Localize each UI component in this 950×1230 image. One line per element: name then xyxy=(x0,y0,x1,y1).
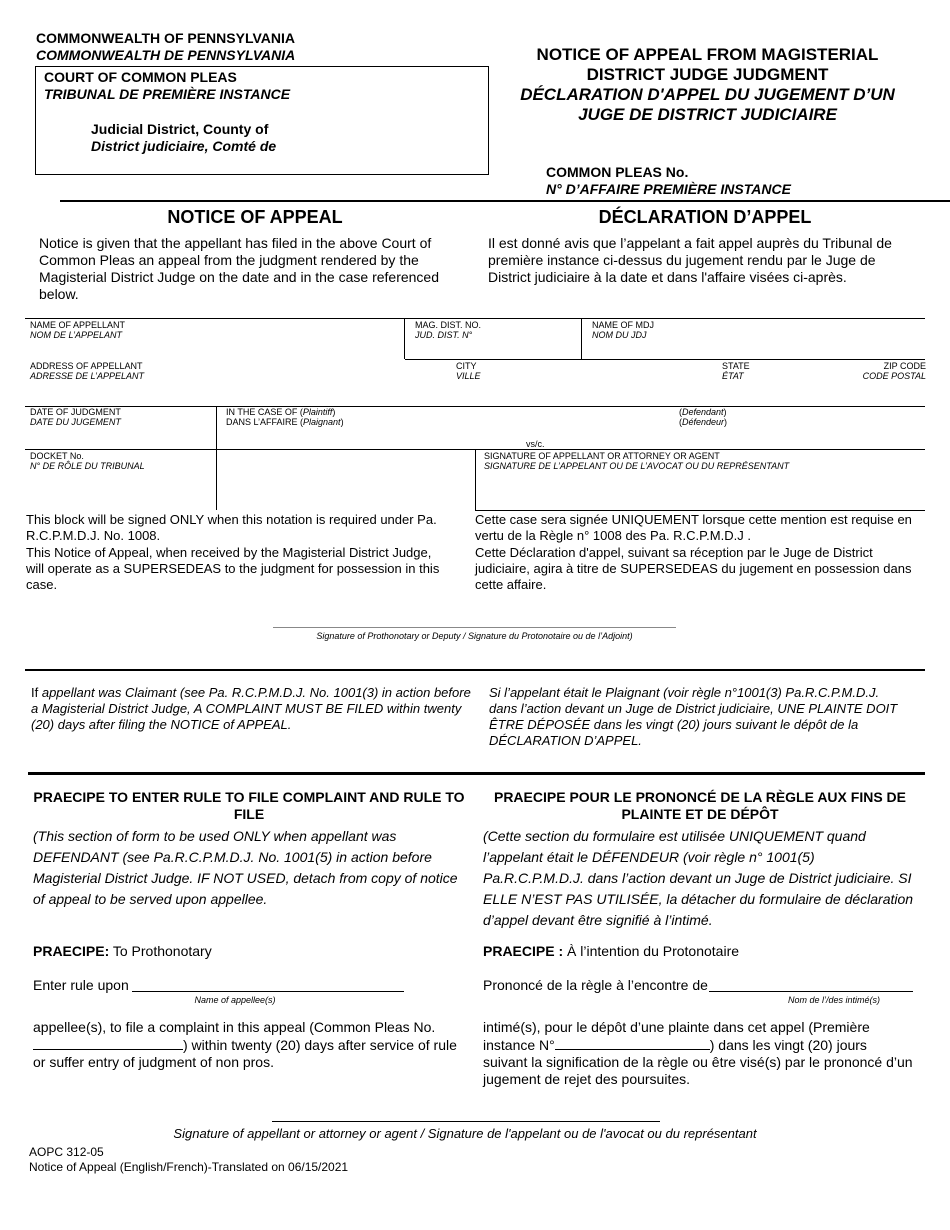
docket-label-en: DOCKET No. xyxy=(30,451,84,461)
appellee-name-caption-en: Name of appellee(s) xyxy=(194,995,276,1005)
prothonotary-signature-caption: Signature of Prothonotary or Deputy / Signature du Protonotaire ou de l’Adjoint) xyxy=(316,631,633,641)
praecipe-recipient-en: To Prothonotary xyxy=(109,943,212,959)
supersedeas-block-fr: Cette case sera signée UNIQUEMENT lorsque cette mention est requise en vertu de la Règle n° 1008 des Pa. R.C.P.M.D.J . xyxy=(475,512,912,543)
complaint-en-line-3: or suffer entry of judgment of non pros. xyxy=(33,1054,274,1070)
docket-no-field[interactable] xyxy=(30,451,210,507)
supersedeas-operate-fr: Cette Déclaration d'appel, suivant sa réception par le Juge de District judiciaire, agira à titre de SUPERSEDEAS du jugement en possession dans cette affaire. xyxy=(475,545,912,592)
praecipe-to-en xyxy=(33,943,212,960)
signature-label-fr: SIGNATURE DE L’APPELANT OU DE L’AVOCAT OU DU REPRÉSENTANT xyxy=(484,461,790,471)
judgment-date-field[interactable] xyxy=(30,407,210,447)
defendant-label-fr: Défendeur xyxy=(682,417,725,427)
appellant-name-label-fr: NOM DE L’APPELANT xyxy=(30,330,123,340)
praecipe-heading-en: PRAECIPE TO ENTER RULE TO FILE COMPLAINT AND RULE TO FILE xyxy=(33,789,465,822)
state-label-en: STATE xyxy=(722,361,750,371)
form-number: AOPC 312-05 xyxy=(29,1145,104,1159)
defendant-field[interactable] xyxy=(679,407,799,447)
paren: ) xyxy=(723,407,727,417)
mdj-name-field[interactable] xyxy=(592,320,922,356)
premiere-instance-no-input[interactable] xyxy=(555,1036,710,1050)
judgment-date-label-fr: DATE DU JUGEMENT xyxy=(30,417,121,427)
city-label-fr: VILLE xyxy=(456,371,481,381)
notice-heading-fr: DÉCLARATION D’APPEL xyxy=(598,207,812,227)
address-label-fr: ADRESSE DE L’APPELANT xyxy=(30,371,145,381)
state-field[interactable] xyxy=(722,361,782,381)
common-pleas-no-label-en: COMMON PLEAS No. xyxy=(546,164,689,180)
paren: ( xyxy=(679,417,682,427)
praecipe-note-en: (This section of form to be used ONLY when appellant was DEFENDANT (see Pa.R.C.P.M.D.J. No. 1001(5) in action before Magisterial District Judge. IF NOT USED, detach from copy of notice of appeal to be served upon appellee. xyxy=(33,828,458,907)
praecipe-to-fr xyxy=(483,943,739,960)
praecipe-heading-fr: PRAECIPE POUR LE PRONONCÉ DE LA RÈGLE AUX FINS DE PLAINTE ET DE DÉPÔT xyxy=(493,789,906,822)
appellant-signature-caption: Signature of appellant or attorney or agent / Signature de l'appelant ou de l'avocat ou du représentant xyxy=(173,1126,757,1141)
praecipe-recipient-fr: À l’intention du Protonotaire xyxy=(563,943,740,959)
complaint-text-fr xyxy=(483,1019,923,1088)
grid-line xyxy=(216,406,217,510)
claimant-note-fr: Si l’appelant était le Plaignant (voir règle n°1001(3) Pa.R.C.P.M.D.J. dans l’action devant un Juge de District judiciaire, UNE PLAINTE DOIT ÊTRE DÉPOSÉE dans les vingt (20) jours suivant le dépôt de la DÉCLARATION D’APPEL. xyxy=(489,685,898,748)
plaintiff-field[interactable] xyxy=(226,407,506,447)
grid-line xyxy=(405,359,925,360)
defendant-label-en: Defendant xyxy=(682,407,724,417)
judgment-date-label-en: DATE OF JUDGMENT xyxy=(30,407,121,417)
title-en-line-1: NOTICE OF APPEAL FROM MAGISTERIAL xyxy=(536,45,879,64)
mag-dist-no-field[interactable] xyxy=(415,320,575,356)
mdj-name-label-en: NAME OF MDJ xyxy=(592,320,654,330)
notice-text-fr: Il est donné avis que l’appelant a fait appel auprès du Tribunal de première instance ci-dessus du jugement rendu par le Juge de District judiciaire à la date et dans l'affaire visées ci-après. xyxy=(488,235,892,285)
case-label-en-text: IN THE CASE OF ( xyxy=(226,407,303,417)
claimant-note-en-text: appellant was Claimant (see Pa. R.C.P.M.D.J. No. 1001(3) in action before a Magisterial District Judge, A COMPLAINT MUST BE FILED within twenty (20) days after filing the NOTICE of APPEAL. xyxy=(31,685,471,732)
complaint-fr-line-3: suivant la signification de la règle ou être visé(s) par le prononcé d’un jugement de rejet des poursuites. xyxy=(483,1054,913,1087)
appellee-name-input-en[interactable] xyxy=(132,991,404,992)
zip-code-field[interactable] xyxy=(826,361,926,381)
supersedeas-operate-en: This Notice of Appeal, when received by the Magisterial District Judge, will operate as a SUPERSEDEAS to the judgment for possession in this case. xyxy=(26,545,440,592)
enter-rule-label-en: Enter rule upon xyxy=(33,977,129,993)
title-fr-line-1: DÉCLARATION D'APPEL DU JUGEMENT D’UN xyxy=(520,85,895,104)
claimant-note-en xyxy=(31,685,471,733)
versus-label: vs/c. xyxy=(526,439,545,449)
complaint-fr-line-1: intimé(s), pour le dépôt d’une plainte dans cet appel (Première xyxy=(483,1019,870,1035)
complaint-fr-line-2b: ) dans les vingt (20) jours xyxy=(709,1037,867,1053)
case-label-fr-text: DANS L’AFFAIRE ( xyxy=(226,417,304,427)
notice-heading-en: NOTICE OF APPEAL xyxy=(167,207,343,227)
grid-line xyxy=(25,318,925,319)
grid-line xyxy=(475,510,925,511)
complaint-en-line-1: appellee(s), to file a complaint in this appeal (Common Pleas No. xyxy=(33,1019,436,1035)
district-label-fr: District judiciaire, Comté de xyxy=(91,138,277,154)
court-name-en: COURT OF COMMON PLEAS xyxy=(44,69,237,85)
paren: ) xyxy=(332,407,336,417)
paren: ) xyxy=(340,417,344,427)
mag-dist-no-label-en: MAG. DIST. NO. xyxy=(415,320,482,330)
appellant-address-field[interactable] xyxy=(30,361,430,403)
mag-dist-no-label-fr: JUD. DIST. N° xyxy=(415,330,473,340)
paren: ( xyxy=(679,407,682,417)
appellee-name-caption-fr: Nom de l’/des intimé(s) xyxy=(787,995,880,1005)
title-fr-line-2: JUGE DE DISTRICT JUDICIAIRE xyxy=(578,105,837,124)
grid-line xyxy=(581,318,582,359)
common-pleas-no-input[interactable] xyxy=(33,1036,183,1050)
address-label-en: ADDRESS OF APPELLANT xyxy=(30,361,143,371)
appellant-name-field[interactable] xyxy=(30,320,400,356)
district-label-en: Judicial District, County of xyxy=(91,121,269,137)
notice-text-en: Notice is given that the appellant has filed in the above Court of Common Pleas an appeal from the judgment rendered by the Magisterial District Judge on the date and in the case referenced below. xyxy=(39,235,440,302)
city-field[interactable] xyxy=(456,361,516,381)
paren: ) xyxy=(724,417,728,427)
signature-label-en: SIGNATURE OF APPELLANT OR ATTORNEY OR AGENT xyxy=(484,451,720,461)
common-pleas-no-label-fr: N° D’AFFAIRE PREMIÈRE INSTANCE xyxy=(546,181,791,197)
title-en-line-2: DISTRICT JUDGE JUDGMENT xyxy=(586,65,829,84)
appellant-signature-line[interactable] xyxy=(272,1121,660,1122)
case-label-fr xyxy=(226,417,506,427)
praecipe-divider xyxy=(28,772,925,775)
plaintiff-label-fr: Plaignant xyxy=(303,417,341,427)
appellant-signature-field[interactable] xyxy=(484,451,922,507)
complaint-fr-line-2a: instance N° xyxy=(483,1037,555,1053)
section-divider xyxy=(25,669,925,671)
supersedeas-block-en: This block will be signed ONLY when this notation is required under Pa. R.C.P.M.D.J. No. 1008. xyxy=(26,512,437,543)
state-name-fr: COMMONWEALTH DE PENNSYLVANIA xyxy=(36,47,296,63)
praecipe-note-fr: (Cette section du formulaire est utilisée UNIQUEMENT quand l’appelant était le DÉFENDEUR (voir règle n° 1001(5) Pa.R.C.P.M.D.J. dans l’action devant un Juge de District judiciaire. SI ELLE N’EST PAS UTILISÉE, la détacher du formulaire de déclaration d’appel devant être signifié à l’intimé. xyxy=(483,828,914,928)
zip-label-fr: CODE POSTAL xyxy=(862,371,926,381)
appellee-name-input-fr[interactable] xyxy=(709,991,913,992)
grid-line xyxy=(475,449,476,510)
praecipe-label-en: PRAECIPE: xyxy=(33,943,110,959)
mdj-name-label-fr: NOM DU JDJ xyxy=(592,330,647,340)
praecipe-label-fr: PRAECIPE : xyxy=(483,943,564,959)
claimant-note-en-prefix: If xyxy=(31,685,42,700)
header-divider xyxy=(60,200,950,202)
enter-rule-label-fr: Prononcé de la règle à l’encontre de xyxy=(483,977,708,993)
docket-label-fr: N° DE RÔLE DU TRIBUNAL xyxy=(30,461,145,471)
city-label-en: CITY xyxy=(456,361,477,371)
complaint-text-en xyxy=(33,1019,473,1071)
state-name-en: COMMONWEALTH OF PENNSYLVANIA xyxy=(36,30,295,46)
form-title xyxy=(500,45,915,125)
translation-note: Notice of Appeal (English/French)-Translated on 06/15/2021 xyxy=(29,1160,349,1174)
grid-line xyxy=(404,318,405,359)
prothonotary-signature-line[interactable] xyxy=(273,627,676,628)
state-label-fr: ÉTAT xyxy=(722,371,744,381)
plaintiff-label-en: Plaintiff xyxy=(302,407,333,417)
court-name-fr: TRIBUNAL DE PREMIÈRE INSTANCE xyxy=(44,86,291,102)
appellant-name-label-en: NAME OF APPELLANT xyxy=(30,320,126,330)
zip-label-en: ZIP CODE xyxy=(883,361,926,371)
complaint-en-line-2: ) within twenty (20) days after service of rule xyxy=(183,1037,457,1053)
case-label-en xyxy=(226,407,506,417)
court-box[interactable] xyxy=(35,66,489,175)
